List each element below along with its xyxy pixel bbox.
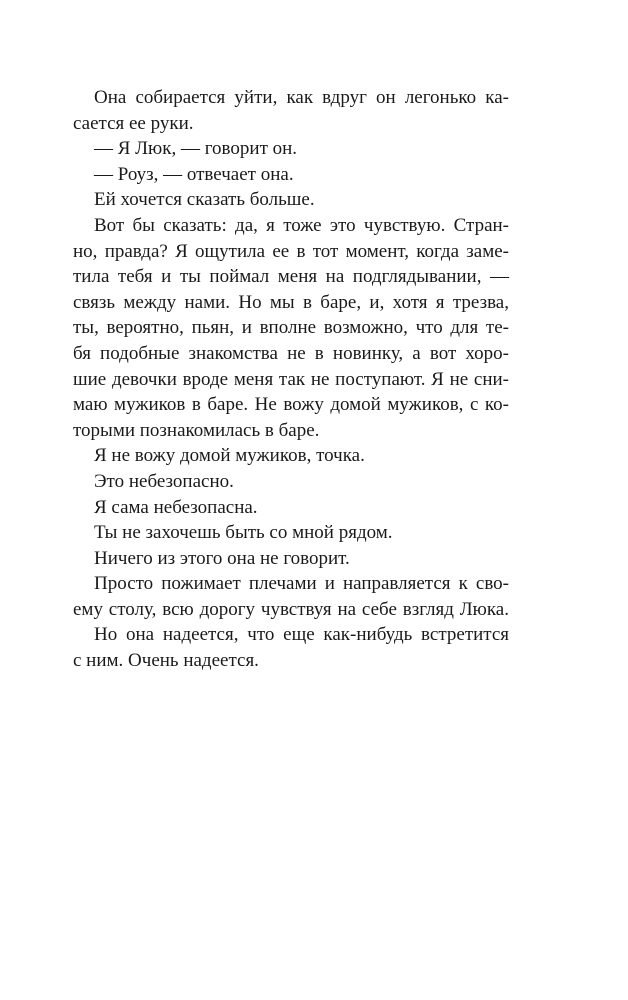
text-line: но, правда? Я ощутила ее в тот момент, когда заме-	[73, 240, 509, 262]
text-line: Я сама небезопасна.	[94, 496, 258, 518]
text-line: сается ее руки.	[73, 112, 194, 134]
text-line: бя подобные знакомства не в новинку, а вот хоро-	[73, 342, 509, 364]
text-line: торыми познакомилась в баре.	[73, 419, 320, 441]
text-line: маю мужиков в баре. Не вожу домой мужиков, с ко-	[73, 394, 509, 416]
text-line: Ничего из этого она не говорит.	[94, 547, 350, 569]
body-text	[73, 85, 509, 674]
text-line: Я не вожу домой мужиков, точка.	[94, 445, 365, 467]
text-line: Это небезопасно.	[94, 470, 234, 492]
text-line: ему столу, всю дорогу чувствуя на себе взгляд Люка.	[73, 598, 509, 620]
text-line: ты, вероятно, пьян, и вполне возможно, что для те-	[73, 317, 509, 339]
text-line: с ним. Очень надеется.	[73, 650, 259, 672]
text-line: шие девочки вроде меня так не поступают. Я не сни-	[73, 368, 509, 390]
text-line: Вот бы сказать: да, я тоже это чувствую. Стран-	[94, 214, 509, 236]
text-line: тила тебя и ты поймал меня на подглядывании, —	[73, 266, 509, 288]
text-line: — Роуз, — отвечает она.	[94, 163, 294, 185]
text-line: Она собирается уйти, как вдруг он легонько ка-	[94, 87, 509, 108]
text-line: Просто пожимает плечами и направляется к сво-	[94, 573, 509, 595]
text-line: — Я Люк, — говорит он.	[94, 138, 298, 160]
text-line: Но она надеется, что еще как-нибудь встретится	[94, 624, 509, 646]
text-line: Ей хочется сказать больше.	[94, 189, 315, 211]
text-line: связь между нами. Но мы в баре, и, хотя я трезва,	[73, 291, 509, 313]
text-line: Ты не захочешь быть со мной рядом.	[94, 522, 393, 544]
